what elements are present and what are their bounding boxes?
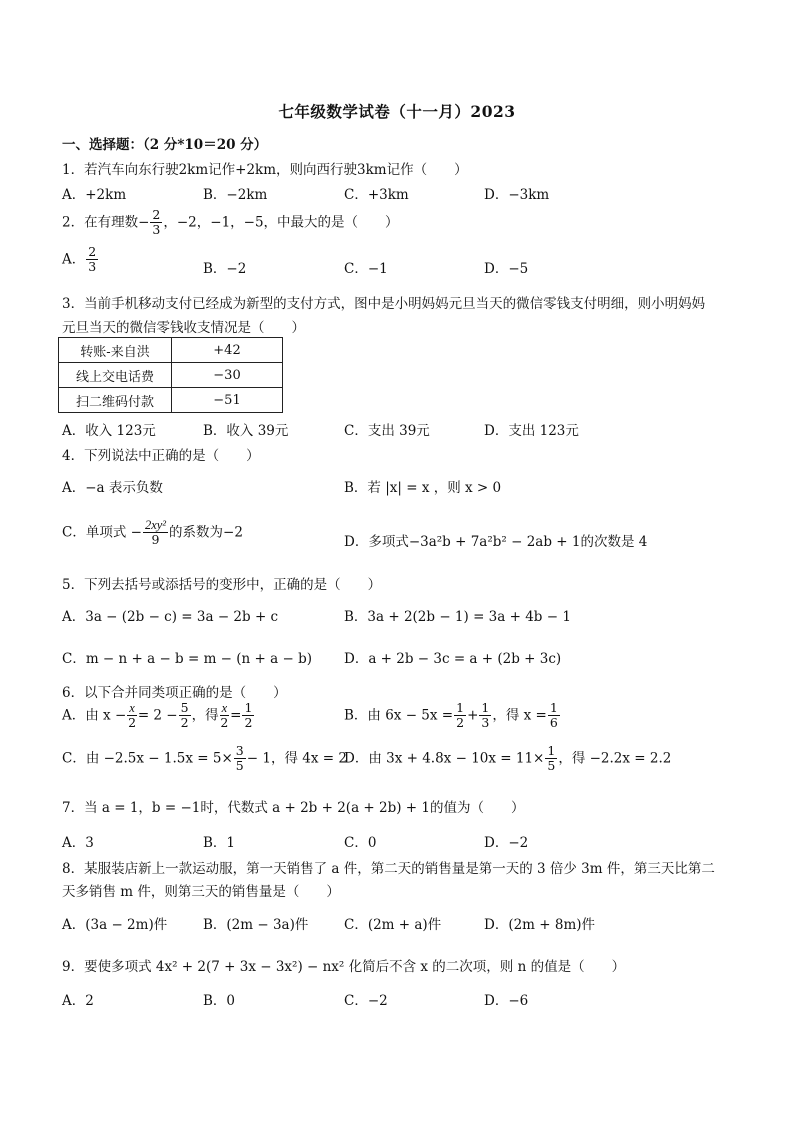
numerator: 1 <box>456 700 465 715</box>
question-1-option-a: A．+2km <box>62 187 127 203</box>
table-cell: 线上交电话费 <box>59 363 172 388</box>
question-8-option-c: C．(2m + a)件 <box>344 917 442 933</box>
question-6-option-d <box>344 744 671 774</box>
denominator: 3 <box>88 259 97 275</box>
question-2-option-a <box>62 245 99 275</box>
numerator: 1 <box>481 700 490 715</box>
q2-suffix: ，−2，−1，−5，中最大的是（ ） <box>163 214 399 231</box>
fraction <box>234 744 246 774</box>
question-5-option-d: D．a + 2b − 3c = a + (2b + 3c) <box>344 651 562 667</box>
question-2-option-d: D．−5 <box>484 261 529 277</box>
denominator: 2 <box>180 715 189 731</box>
table-row <box>59 338 283 363</box>
numerator: x <box>221 701 228 715</box>
fraction <box>242 701 254 731</box>
question-8-option-b: B．(2m − 3a)件 <box>203 917 309 933</box>
question-8-option-a: A．(3a − 2m)件 <box>62 917 168 933</box>
option-text: C．单项式 − <box>62 524 142 541</box>
numerator: 1 <box>244 700 253 715</box>
question-3-option-c: C．支出 39元 <box>344 423 430 439</box>
denominator: 2 <box>128 715 137 731</box>
fraction <box>86 245 98 275</box>
option-text: C．由 −2.5x − 1.5x = 5× <box>62 750 233 767</box>
table-cell: 扫二维码付款 <box>59 388 172 413</box>
question-9-option-c: C．−2 <box>344 993 388 1009</box>
option-letter: A． <box>62 251 86 268</box>
table-cell: −51 <box>172 388 283 413</box>
option-text: ，得 −2.2x = 2.2 <box>558 750 672 767</box>
fraction <box>548 701 560 731</box>
question-8-stem-line1: 8．某服装店新上一款运动服，第一天销售了 a 件，第二天的销售量是第一天的 3 倍少 3m 件，第三天比第二 <box>62 861 715 877</box>
option-text: − 1，得 4x = 2 <box>246 750 347 767</box>
fraction <box>545 744 557 774</box>
option-text: ，得 <box>191 707 219 724</box>
question-4-option-a: A．−a 表示负数 <box>62 480 163 496</box>
fraction <box>143 518 168 548</box>
numerator: 1 <box>549 700 558 715</box>
question-1-option-b: B．−2km <box>203 187 268 203</box>
question-8-stem-line2: 天多销售 m 件，则第三天的销售量是（ ） <box>62 884 340 900</box>
fraction <box>479 701 491 731</box>
option-text: = <box>230 707 242 724</box>
question-4-option-d: D．多项式−3a²b + 7a²b² − 2ab + 1的次数是 4 <box>344 534 648 550</box>
denominator: 9 <box>151 532 160 548</box>
fraction <box>150 208 162 238</box>
question-8-option-d: D．(2m + 8m)件 <box>484 917 596 933</box>
question-2-option-b: B．−2 <box>203 261 247 277</box>
question-6-option-b <box>344 701 561 731</box>
option-text: A．由 x − <box>62 707 127 724</box>
question-5-stem: 5．下列去括号或添括号的变形中，正确的是（ ） <box>62 577 382 593</box>
fraction <box>127 701 137 731</box>
numerator: 2 <box>88 244 97 259</box>
question-6-option-a <box>62 701 255 731</box>
option-text: = 2 − <box>137 707 178 724</box>
numerator: 2 <box>152 207 161 222</box>
question-2-stem <box>62 208 399 238</box>
fraction <box>220 701 230 731</box>
table-cell: 转账-来自洪 <box>59 338 172 363</box>
denominator: 3 <box>481 715 490 731</box>
numerator: x <box>129 701 135 715</box>
numerator: 3 <box>235 743 244 758</box>
question-3-stem-line2: 元旦当天的微信零钱收支情况是（ ） <box>62 320 305 336</box>
question-7-option-a: A．3 <box>62 835 94 851</box>
question-3-option-b: B．收入 39元 <box>203 423 289 439</box>
question-5-option-a: A．3a − (2b − c) = 3a − 2b + c <box>62 609 279 625</box>
question-2-option-c: C．−1 <box>344 261 388 277</box>
table-cell: +42 <box>172 338 283 363</box>
q2-prefix: 2．在有理数− <box>62 214 150 231</box>
option-text: ，得 x = <box>492 707 547 724</box>
question-6-option-c <box>62 744 347 774</box>
question-1-option-c: C．+3km <box>344 187 409 203</box>
question-4-option-c <box>62 518 243 548</box>
fraction <box>454 701 466 731</box>
question-4-option-b: B．若 |x| = x ，则 x > 0 <box>344 480 502 496</box>
option-text: 的系数为−2 <box>169 524 243 541</box>
question-3-option-d: D．支出 123元 <box>484 423 579 439</box>
denominator: 2 <box>244 715 253 731</box>
numerator: 2xy² <box>144 518 167 532</box>
question-3-option-a: A．收入 123元 <box>62 423 156 439</box>
denominator: 5 <box>547 758 556 774</box>
exam-title: 七年级数学试卷（十一月）2023 <box>278 102 516 121</box>
question-1-option-d: D．−3km <box>484 187 550 203</box>
table-row <box>59 388 283 413</box>
question-9-option-b: B．0 <box>203 993 236 1009</box>
denominator: 3 <box>152 222 161 238</box>
option-text: D．由 3x + 4.8x − 10x = 11× <box>344 750 545 767</box>
question-6-stem: 6．以下合并同类项正确的是（ ） <box>62 685 287 701</box>
question-7-stem: 7．当 a = 1，b = −1时，代数式 a + 2b + 2(a + 2b) + 1的值为（ ） <box>62 800 525 816</box>
payment-table <box>58 337 283 413</box>
option-text: B．由 6x − 5x = <box>344 707 454 724</box>
question-7-option-d: D．−2 <box>484 835 529 851</box>
table-row <box>59 363 283 388</box>
numerator: 5 <box>180 700 189 715</box>
question-9-stem: 9．要使多项式 4x² + 2(7 + 3x − 3x²) − nx² 化简后不含 x 的二次项，则 n 的值是（ ） <box>62 959 626 975</box>
fraction <box>179 701 191 731</box>
question-9-option-a: A．2 <box>62 993 94 1009</box>
question-9-option-d: D．−6 <box>484 993 529 1009</box>
table-cell: −30 <box>172 363 283 388</box>
question-7-option-b: B．1 <box>203 835 236 851</box>
denominator: 6 <box>549 715 558 731</box>
denominator: 2 <box>220 715 229 731</box>
section-heading: 一、选择题：（2 分*10＝20 分） <box>62 137 268 153</box>
question-5-option-b: B．3a + 2(2b − 1) = 3a + 4b − 1 <box>344 609 571 625</box>
denominator: 5 <box>235 758 244 774</box>
question-3-stem-line1: 3．当前手机移动支付已经成为新型的支付方式，图中是小明妈妈元旦当天的微信零钱支付明细，则小明妈妈 <box>62 296 706 312</box>
option-text: + <box>467 707 479 724</box>
numerator: 1 <box>547 743 556 758</box>
question-5-option-c: C．m − n + a − b = m − (n + a − b) <box>62 651 312 667</box>
denominator: 2 <box>456 715 465 731</box>
question-1-stem: 1．若汽车向东行驶2km记作+2km，则向西行驶3km记作（ ） <box>62 162 468 178</box>
question-4-stem: 4．下列说法中正确的是（ ） <box>62 448 260 464</box>
question-7-option-c: C．0 <box>344 835 377 851</box>
